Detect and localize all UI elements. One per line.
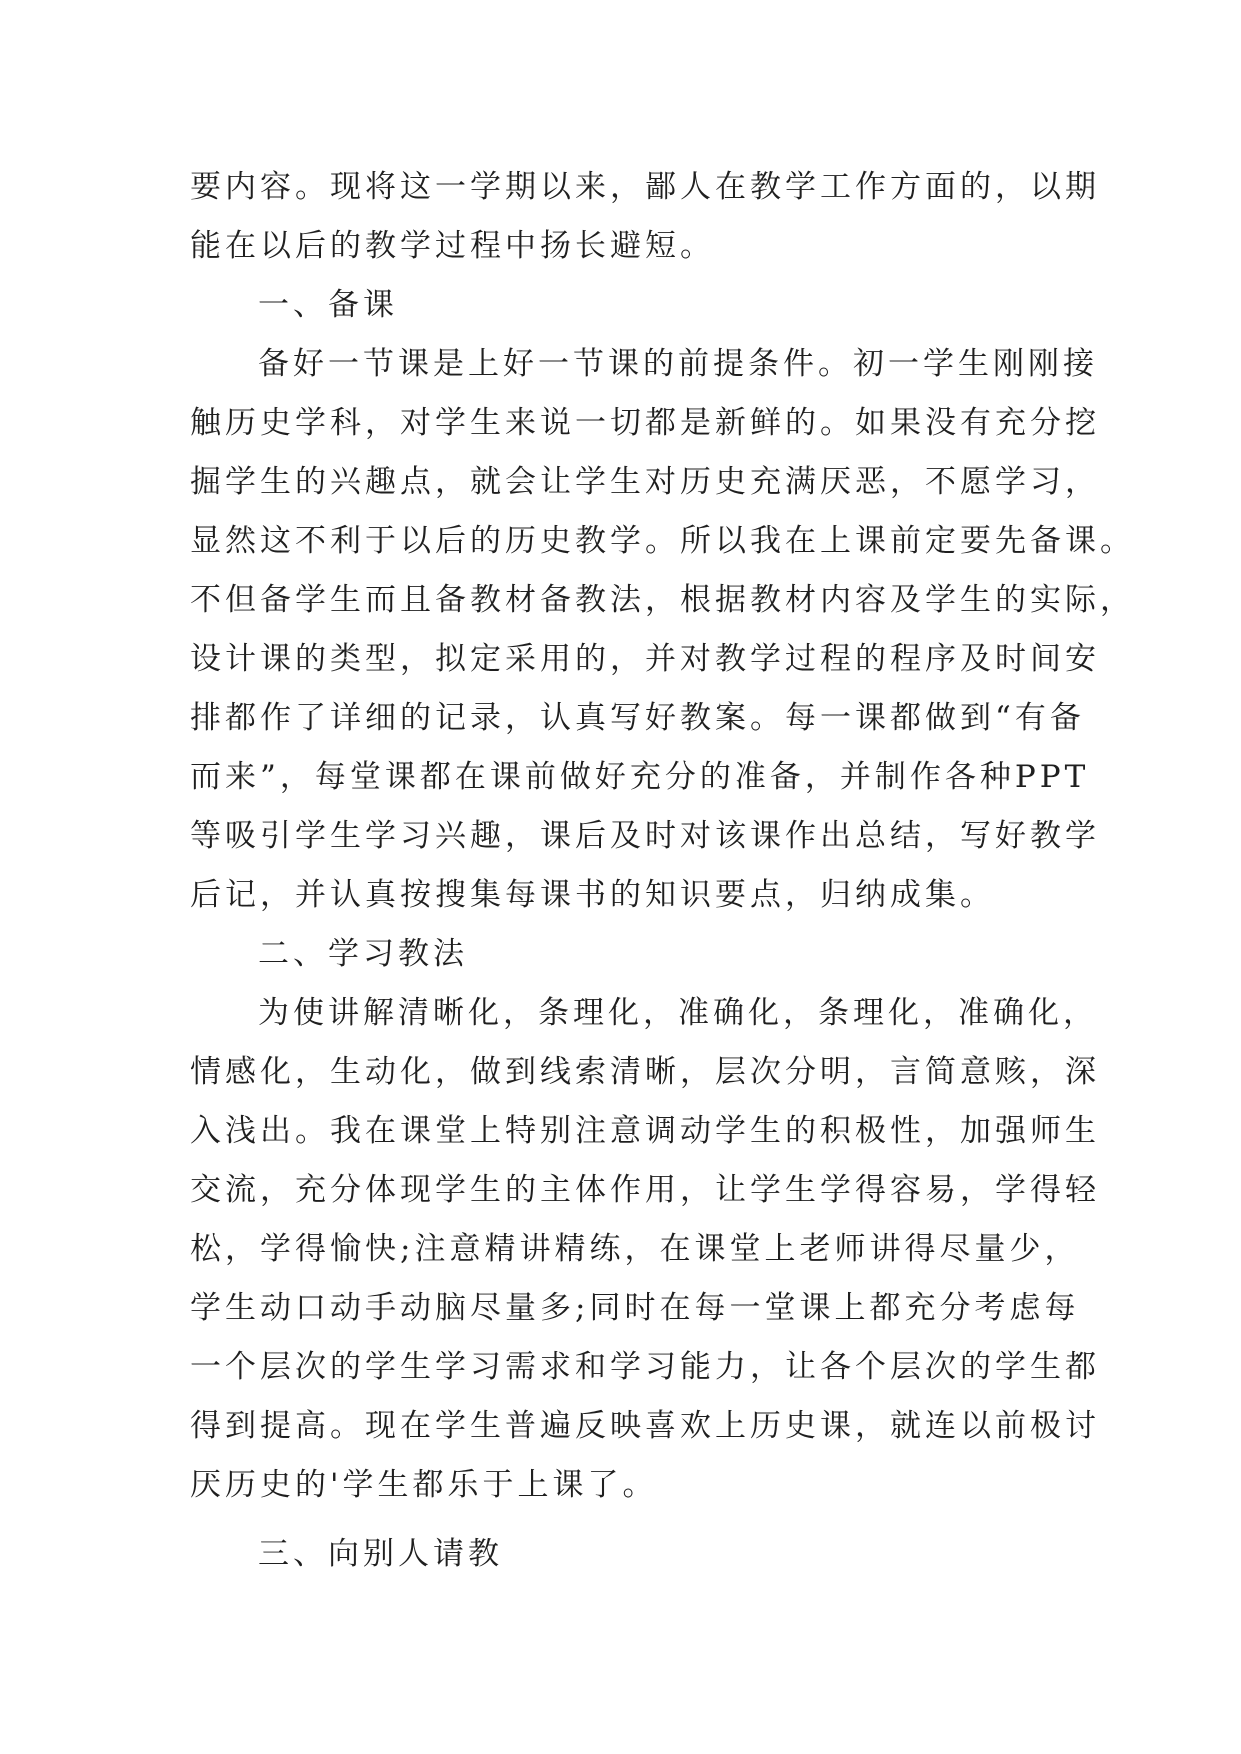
section-2-paragraph xyxy=(190,984,1100,1515)
text-line: 不但备学生而且备教材备教法，根据教材内容及学生的实际， xyxy=(190,582,1135,618)
section-heading-consult-others: 三、向别人请教 xyxy=(258,1536,503,1572)
text-line: 得到提高。现在学生普遍反映喜欢上历史课，就连以前极讨 xyxy=(190,1408,1100,1444)
text-line: 要内容。现将这一学期以来，鄙人在教学工作方面的，以期 xyxy=(190,169,1100,205)
section-heading-teaching-methods: 二、学习教法 xyxy=(258,936,468,972)
spacer xyxy=(190,1515,1060,1525)
text-line: 等吸引学生学习兴趣，课后及时对该课作出总结，写好教学 xyxy=(190,818,1100,854)
text-line: 触历史学科，对学生来说一切都是新鲜的。如果没有充分挖 xyxy=(190,405,1100,441)
section-1-paragraph xyxy=(190,335,1135,925)
text-line: 学生动口动手动脑尽量多;同时在每一堂课上都充分考虑每 xyxy=(190,1290,1080,1326)
text-line: 设计课的类型，拟定采用的，并对教学过程的程序及时间安 xyxy=(190,641,1100,677)
section-heading-preparation: 一、备课 xyxy=(258,287,398,323)
text-line: 松，学得愉快;注意精讲精练，在课堂上老师讲得尽量少， xyxy=(190,1231,1080,1267)
text-line: 显然这不利于以后的历史教学。所以我在上课前定要先备课。 xyxy=(190,523,1135,559)
text-line: 厌历史的'学生都乐于上课了。 xyxy=(190,1467,658,1503)
text-line: 入浅出。我在课堂上特别注意调动学生的积极性，加强师生 xyxy=(190,1113,1100,1149)
document-page xyxy=(190,158,1135,1584)
text-line: 情感化，生动化，做到线索清晰，层次分明，言简意赅，深 xyxy=(190,1054,1100,1090)
text-line: 而来”，每堂课都在课前做好充分的准备，并制作各种PPT xyxy=(190,759,1090,795)
text-line: 后记，并认真按搜集每课书的知识要点，归纳成集。 xyxy=(190,877,995,913)
text-line: 备好一节课是上好一节课的前提条件。初一学生刚刚接 xyxy=(258,346,1098,382)
text-line: 掘学生的兴趣点，就会让学生对历史充满厌恶，不愿学习， xyxy=(190,464,1100,500)
text-line: 排都作了详细的记录，认真写好教案。每一课都做到“有备 xyxy=(190,700,1085,736)
intro-paragraph xyxy=(190,158,1100,276)
text-line: 一个层次的学生学习需求和学习能力，让各个层次的学生都 xyxy=(190,1349,1100,1385)
text-line: 能在以后的教学过程中扬长避短。 xyxy=(190,228,715,264)
text-line: 为使讲解清晰化，条理化，准确化，条理化，准确化， xyxy=(258,995,1098,1031)
text-line: 交流，充分体现学生的主体作用，让学生学得容易，学得轻 xyxy=(190,1172,1100,1208)
